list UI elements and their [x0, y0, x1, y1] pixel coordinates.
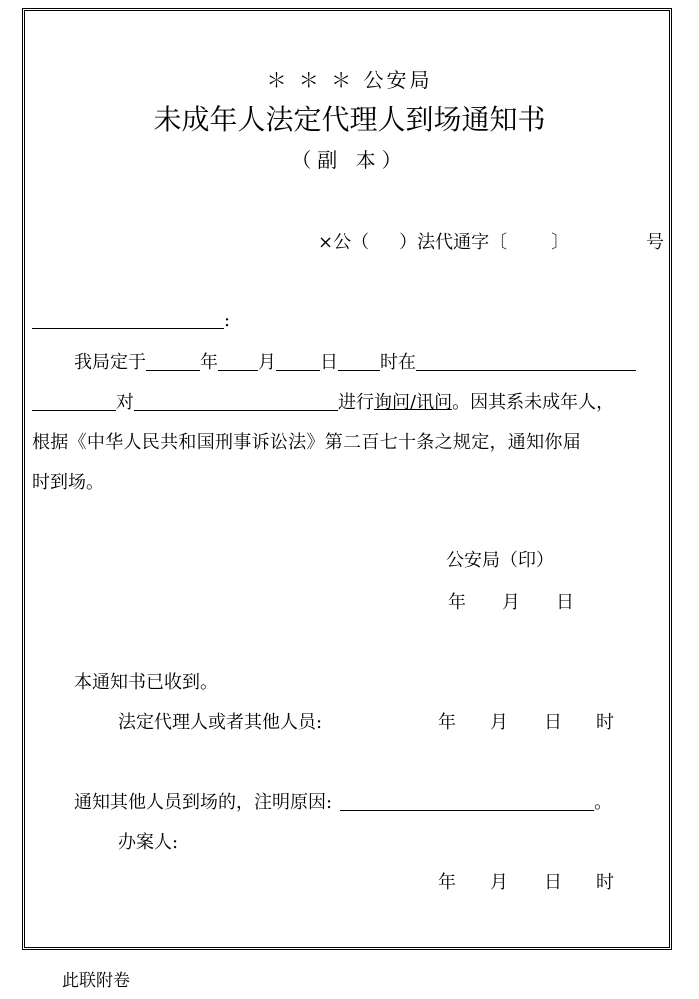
guardian-month-label: 月: [490, 712, 508, 733]
copy-label: （副 本）: [291, 148, 408, 172]
body-line-4: 时到场。: [32, 472, 104, 493]
hour-blank: [338, 352, 380, 371]
agency-name: ＊ ＊ ＊ 公安局: [266, 68, 433, 92]
body-line-3: 根据《中华人民共和国刑事诉讼法》第二百七十条之规定，通知你届: [32, 432, 581, 453]
doc-number-close: 〕: [551, 232, 570, 253]
hour-at-label: 时在: [380, 352, 416, 373]
month-blank: [218, 352, 258, 371]
reason-blank: [340, 792, 594, 811]
doc-number: [318, 228, 569, 254]
body-line-2: [32, 388, 614, 414]
receipt-statement: 本通知书已收到。: [74, 672, 218, 693]
footer-note: 此联附卷: [62, 971, 130, 991]
day-label: 日: [320, 352, 338, 373]
year-blank: [146, 352, 200, 371]
seal-date: [448, 588, 574, 614]
officer-year-label: 年: [438, 872, 456, 893]
guardian-day-label: 日: [544, 712, 562, 733]
person-blank: [134, 392, 338, 411]
seal-day-label: 日: [556, 592, 574, 613]
body-line-1: [74, 348, 636, 374]
conduct-label: 进行: [338, 392, 374, 413]
location-blank: [416, 352, 636, 371]
to-label: 对: [116, 392, 134, 413]
reason-period: 。: [594, 792, 613, 813]
subject-blank: [32, 392, 116, 411]
officer-date: [438, 868, 614, 894]
agency-seal: 公安局（印）: [446, 550, 554, 571]
reason-label: 通知其他人员到场的，注明原因:: [74, 792, 333, 813]
recipient-line: [32, 310, 230, 331]
guardian-year-label: 年: [438, 712, 456, 733]
month-label: 月: [258, 352, 276, 373]
day-blank: [276, 352, 320, 371]
doc-number-middle: ）法代通字〔: [399, 232, 508, 253]
body-text-schedule: 我局定于: [74, 352, 146, 373]
document-title: 未成年人法定代理人到场通知书: [153, 103, 546, 136]
recipient-blank: [32, 310, 224, 329]
recipient-colon: :: [224, 310, 231, 331]
seal-year-label: 年: [448, 592, 466, 613]
seal-month-label: 月: [502, 592, 520, 613]
guardian-hour-label: 时: [596, 712, 614, 733]
doc-number-prefix: ×公（: [318, 232, 370, 253]
guardian-label: 法定代理人或者其他人员:: [118, 712, 323, 733]
officer-month-label: 月: [490, 872, 508, 893]
year-label: 年: [200, 352, 218, 373]
officer-day-label: 日: [544, 872, 562, 893]
reason-text: 。因其系未成年人，: [452, 392, 615, 413]
doc-number-suffix: 号: [646, 232, 664, 253]
inquiry-type: 询问/讯问: [374, 392, 453, 413]
officer-label: 办案人:: [118, 832, 179, 853]
officer-hour-label: 时: [596, 872, 614, 893]
reason-line: [74, 788, 612, 814]
guardian-date: [438, 708, 614, 734]
